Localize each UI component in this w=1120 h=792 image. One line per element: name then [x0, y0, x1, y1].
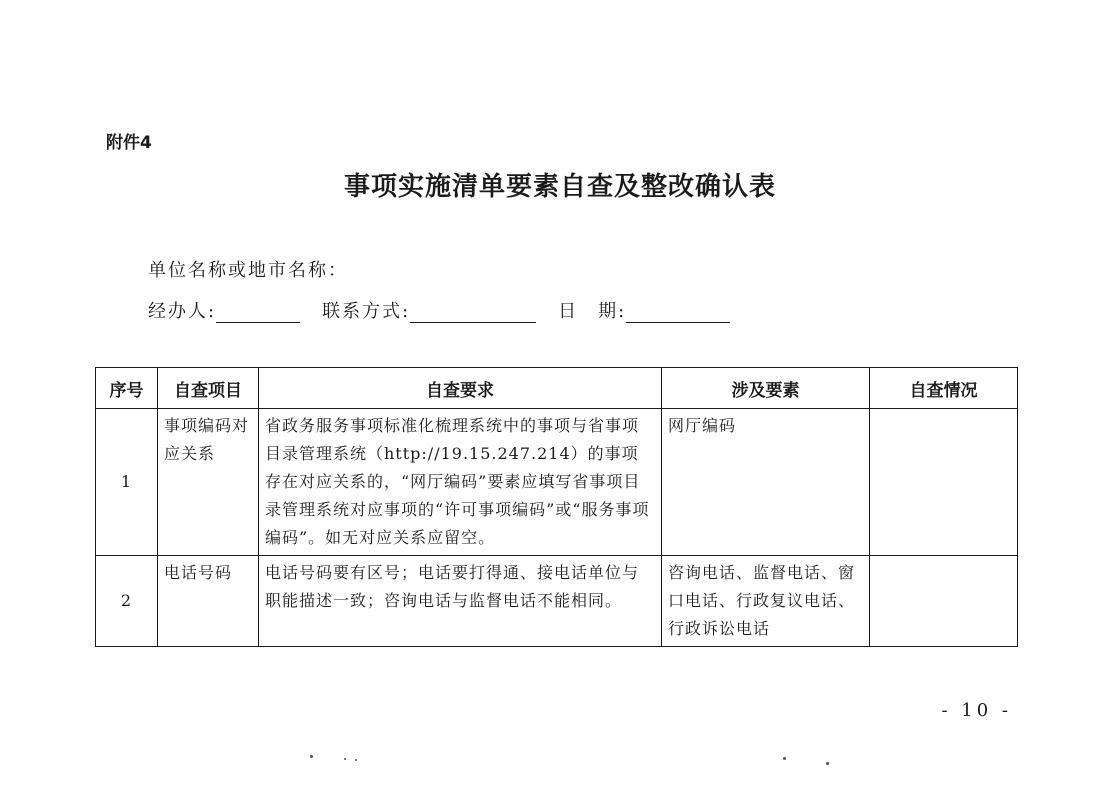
unit-name-label: 单位名称或地市名称： — [148, 260, 348, 281]
page-number: - 10 - — [941, 700, 1012, 721]
row-index: 2 — [96, 556, 158, 647]
table-row — [96, 556, 1018, 647]
table-header-row — [96, 368, 1018, 409]
handler-label: 经办人: — [148, 301, 217, 322]
row-status — [870, 409, 1018, 556]
handler-blank — [216, 302, 300, 323]
row-elements: 网厅编码 — [662, 409, 870, 556]
unit-name-field — [148, 256, 348, 282]
header-status: 自查情况 — [870, 368, 1018, 409]
self-check-table — [95, 367, 1018, 647]
scan-speck — [783, 757, 786, 760]
contact-blank — [410, 302, 536, 323]
table-row — [96, 409, 1018, 556]
scan-speck — [355, 759, 357, 761]
row-elements: 咨询电话、监督电话、窗口电话、行政复议电话、行政诉讼电话 — [662, 556, 870, 647]
row-item: 事项编码对应关系 — [158, 409, 259, 556]
header-elements: 涉及要素 — [662, 368, 870, 409]
document-title: 事项实施清单要素自查及整改确认表 — [343, 172, 776, 202]
row-item: 电话号码 — [158, 556, 259, 647]
scan-speck — [310, 755, 313, 758]
header-requirement: 自查要求 — [259, 368, 662, 409]
date-label: 日 期: — [558, 301, 627, 322]
attachment-label: 附件4 — [106, 133, 152, 153]
scan-speck — [826, 762, 829, 765]
row-requirement: 电话号码要有区号；电话要打得通、接电话单位与职能描述一致；咨询电话与监督电话不能相同。 — [259, 556, 662, 647]
row-index: 1 — [96, 409, 158, 556]
date-blank — [626, 302, 730, 323]
header-item: 自查项目 — [158, 368, 259, 409]
header-index: 序号 — [96, 368, 158, 409]
contact-label: 联系方式: — [322, 301, 411, 322]
row-status — [870, 556, 1018, 647]
scan-speck — [344, 758, 346, 760]
row-requirement: 省政务服务事项标准化梳理系统中的事项与省事项目录管理系统（http://19.15.247.214）的事项存在对应关系的，“网厅编码”要素应填写省事项目录管理系统对应事项的“许可事项编码”或“服务事项编码”。如无对应关系应留空。 — [259, 409, 662, 556]
contact-info-line — [148, 297, 752, 323]
